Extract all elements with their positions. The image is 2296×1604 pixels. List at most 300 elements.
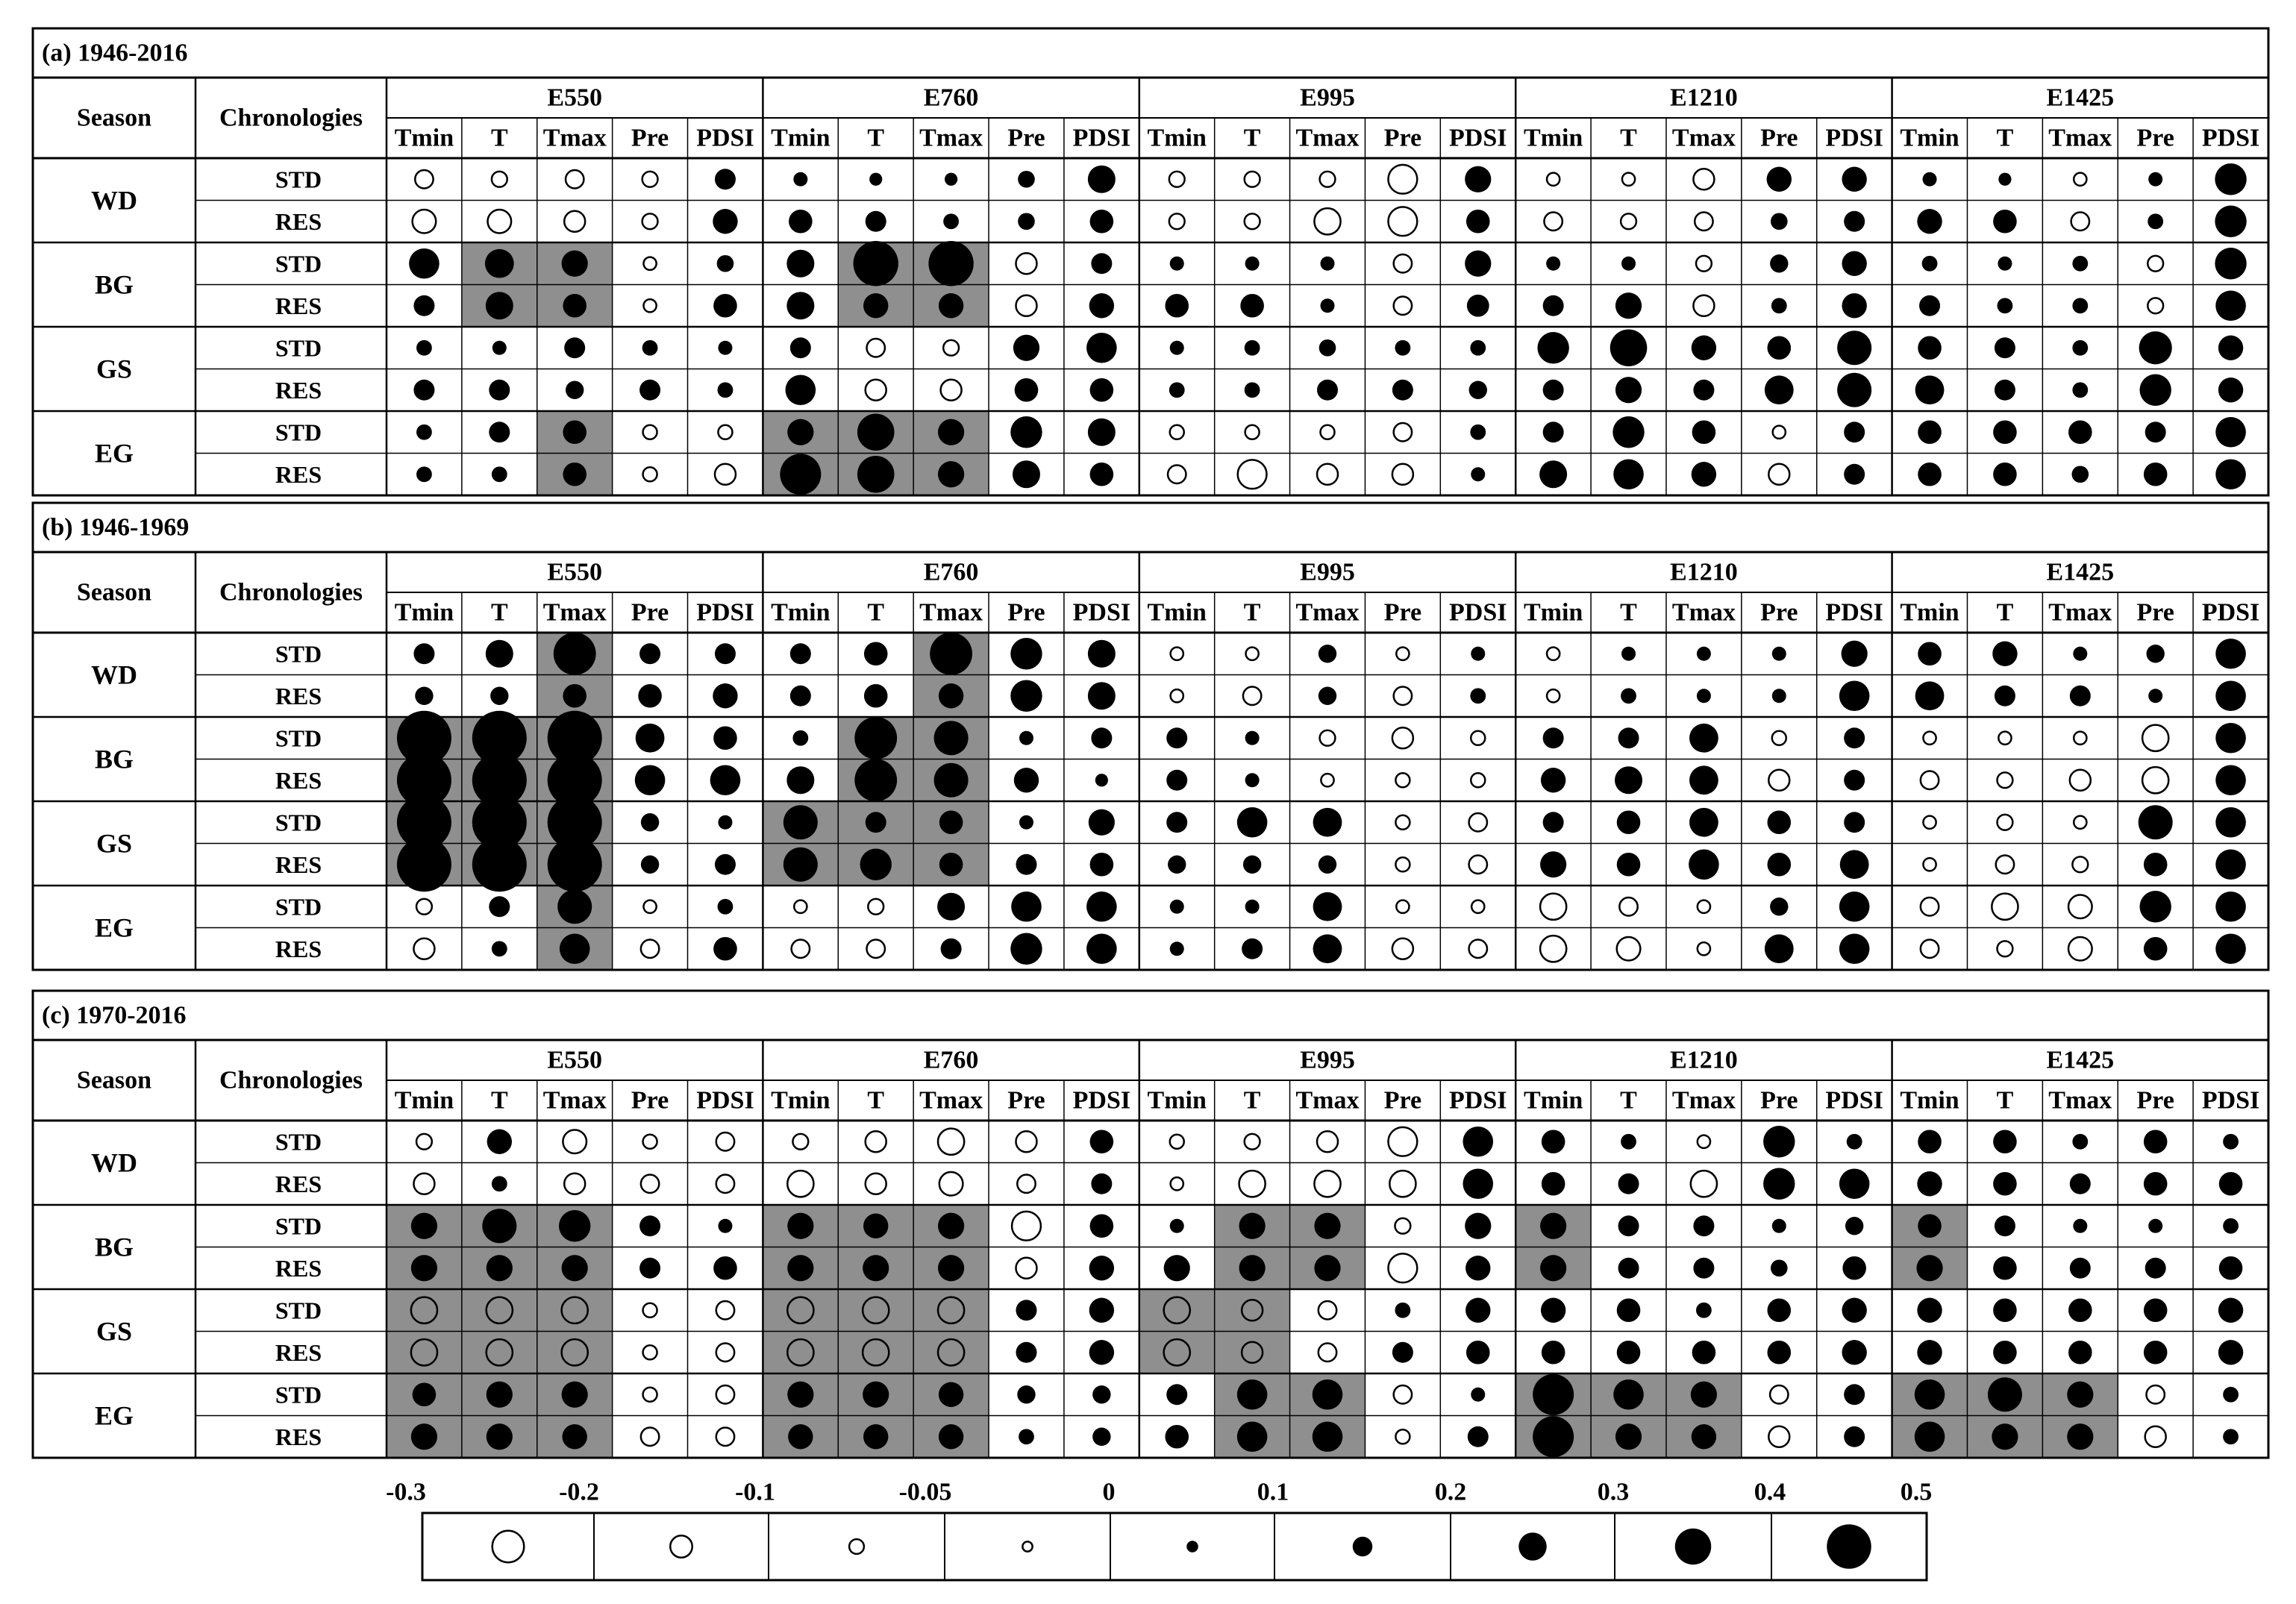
significance-shade: [462, 1332, 537, 1374]
negative-correlation-marker: [2071, 213, 2089, 231]
negative-correlation-marker: [2070, 770, 2091, 791]
positive-correlation-marker: [1844, 770, 1865, 791]
positive-correlation-marker: [563, 294, 586, 318]
positive-correlation-marker: [490, 687, 508, 705]
significance-shade: [838, 1289, 913, 1332]
chronology-label: RES: [275, 460, 322, 488]
positive-correlation-marker: [1546, 257, 1560, 271]
negative-correlation-marker: [1016, 253, 1036, 274]
positive-correlation-marker: [1771, 1259, 1788, 1276]
negative-correlation-marker: [1691, 1171, 1717, 1197]
panel-title: (b) 1946-1969: [42, 513, 190, 542]
negative-correlation-marker: [1017, 1175, 1035, 1193]
negative-correlation-marker: [1540, 936, 1566, 962]
positive-correlation-marker: [945, 173, 957, 186]
positive-correlation-marker: [1463, 1127, 1493, 1157]
positive-correlation-marker: [1615, 377, 1642, 403]
variable-label-tmin: Tmin: [1523, 124, 1583, 152]
positive-correlation-marker: [863, 1214, 888, 1238]
season-label: EG: [94, 912, 134, 943]
legend-positive-marker: [1518, 1532, 1547, 1561]
positive-correlation-marker: [563, 1424, 587, 1449]
positive-correlation-marker: [1993, 1298, 2017, 1322]
significance-shade: [913, 1289, 989, 1332]
negative-correlation-marker: [1394, 423, 1412, 441]
positive-correlation-marker: [1770, 254, 1788, 272]
variable-label-pdsi: PDSI: [1072, 598, 1131, 627]
site-label-e1210: E1210: [1670, 558, 1738, 586]
positive-correlation-marker: [1540, 1255, 1566, 1281]
positive-correlation-marker: [1689, 724, 1718, 753]
positive-correlation-marker: [1844, 812, 1865, 833]
positive-correlation-marker: [2215, 163, 2246, 195]
significance-shade: [1139, 1289, 1215, 1332]
chronologies-header: Chronologies: [219, 578, 363, 607]
positive-correlation-marker: [2072, 1134, 2088, 1150]
negative-correlation-marker: [1388, 1253, 1417, 1282]
negative-correlation-marker: [1622, 173, 1635, 186]
positive-correlation-marker: [1095, 774, 1108, 786]
panel-a: [33, 28, 2268, 495]
positive-correlation-marker: [1689, 849, 1719, 880]
variable-label-pre: Pre: [2136, 124, 2174, 152]
negative-correlation-marker: [2072, 856, 2088, 872]
legend-tick-label: 0.4: [1754, 1478, 1786, 1506]
positive-correlation-marker: [1091, 727, 1112, 748]
negative-correlation-marker: [1168, 466, 1186, 483]
season-label: BG: [94, 1232, 134, 1262]
positive-correlation-marker: [2072, 298, 2088, 313]
negative-correlation-marker: [1238, 460, 1267, 489]
positive-correlation-marker: [1917, 1171, 1942, 1196]
positive-correlation-marker: [2144, 463, 2168, 486]
positive-correlation-marker: [1313, 892, 1342, 921]
positive-correlation-marker: [1998, 173, 2011, 186]
positive-correlation-marker: [2072, 382, 2088, 398]
positive-correlation-marker: [1844, 1384, 1865, 1405]
positive-correlation-marker: [2219, 1256, 2243, 1280]
positive-correlation-marker: [1618, 1174, 1639, 1194]
site-label-e760: E760: [923, 558, 979, 586]
negative-correlation-marker: [792, 1134, 808, 1150]
negative-correlation-marker: [1396, 648, 1409, 660]
positive-correlation-marker: [1242, 939, 1263, 959]
positive-correlation-marker: [1010, 680, 1042, 712]
positive-correlation-marker: [416, 340, 432, 356]
positive-correlation-marker: [1245, 773, 1260, 787]
positive-correlation-marker: [2215, 933, 2246, 964]
positive-correlation-marker: [1542, 1130, 1565, 1153]
positive-correlation-marker: [939, 853, 963, 877]
site-label-e995: E995: [1300, 558, 1355, 586]
positive-correlation-marker: [786, 766, 814, 794]
positive-correlation-marker: [1842, 641, 1868, 667]
positive-correlation-marker: [780, 454, 821, 495]
variable-label-pre: Pre: [1007, 1086, 1045, 1115]
positive-correlation-marker: [1767, 167, 1792, 192]
variable-label-t: T: [1620, 124, 1637, 152]
positive-correlation-marker: [2223, 1218, 2239, 1234]
positive-correlation-marker: [2073, 647, 2087, 661]
positive-correlation-marker: [939, 810, 963, 834]
positive-correlation-marker: [1840, 850, 1869, 879]
positive-correlation-marker: [642, 340, 658, 356]
negative-correlation-marker: [1169, 213, 1185, 229]
negative-correlation-marker: [2148, 256, 2163, 272]
positive-correlation-marker: [1319, 645, 1336, 662]
positive-correlation-marker: [2144, 937, 2168, 961]
negative-correlation-marker: [1246, 648, 1259, 660]
positive-correlation-marker: [1540, 1213, 1566, 1239]
variable-label-tmin: Tmin: [1523, 1086, 1583, 1115]
positive-correlation-marker: [1090, 853, 1114, 877]
positive-correlation-marker: [1170, 942, 1184, 956]
variable-label-pre: Pre: [2136, 598, 2174, 627]
significance-shade: [1139, 1332, 1215, 1374]
positive-correlation-marker: [718, 899, 733, 915]
positive-correlation-marker: [863, 1255, 889, 1281]
positive-correlation-marker: [1839, 892, 1870, 922]
variable-label-t: T: [490, 598, 508, 627]
positive-correlation-marker: [786, 292, 814, 319]
positive-correlation-marker: [1995, 337, 2015, 358]
positive-correlation-marker: [1395, 340, 1410, 356]
positive-correlation-marker: [930, 633, 972, 675]
positive-correlation-marker: [1088, 166, 1116, 193]
positive-correlation-marker: [1395, 1303, 1410, 1318]
positive-correlation-marker: [1314, 1213, 1340, 1239]
positive-correlation-marker: [1465, 1213, 1491, 1239]
positive-correlation-marker: [1017, 1385, 1035, 1403]
positive-correlation-marker: [1092, 1428, 1110, 1446]
positive-correlation-marker: [1765, 375, 1794, 404]
positive-correlation-marker: [1243, 856, 1261, 874]
positive-correlation-marker: [717, 255, 734, 272]
positive-correlation-marker: [939, 1424, 963, 1449]
negative-correlation-marker: [1540, 894, 1566, 920]
negative-correlation-marker: [416, 1134, 432, 1150]
positive-correlation-marker: [2215, 417, 2246, 448]
positive-correlation-marker: [1014, 768, 1039, 792]
positive-correlation-marker: [1466, 1341, 1490, 1365]
positive-correlation-marker: [1086, 333, 1117, 363]
positive-correlation-marker: [864, 684, 888, 708]
positive-correlation-marker: [2218, 336, 2243, 360]
positive-correlation-marker: [1090, 1214, 1114, 1238]
positive-correlation-marker: [869, 173, 882, 186]
positive-correlation-marker: [1168, 856, 1186, 874]
positive-correlation-marker: [1086, 892, 1117, 922]
positive-correlation-marker: [1542, 1341, 1565, 1365]
positive-correlation-marker: [1319, 856, 1336, 874]
positive-correlation-marker: [1839, 933, 1870, 964]
negative-correlation-marker: [1389, 1171, 1416, 1197]
legend-tick-label: -0.1: [735, 1478, 775, 1506]
positive-correlation-marker: [1918, 463, 1942, 486]
positive-correlation-marker: [1466, 210, 1490, 234]
positive-correlation-marker: [1693, 1215, 1714, 1236]
positive-correlation-marker: [786, 375, 816, 405]
negative-correlation-marker: [1170, 425, 1184, 439]
legend-positive-marker: [1353, 1537, 1373, 1557]
positive-correlation-marker: [1016, 854, 1036, 875]
positive-correlation-marker: [639, 380, 660, 401]
negative-correlation-marker: [941, 380, 962, 401]
variable-label-pre: Pre: [2136, 1086, 2174, 1115]
positive-correlation-marker: [1918, 336, 1942, 360]
positive-correlation-marker: [863, 1382, 889, 1408]
negative-correlation-marker: [1768, 1426, 1789, 1447]
positive-correlation-marker: [715, 643, 736, 664]
significance-shade: [387, 1332, 462, 1374]
positive-correlation-marker: [1615, 766, 1642, 794]
positive-correlation-marker: [1692, 1341, 1716, 1365]
positive-correlation-marker: [2223, 1429, 2239, 1444]
negative-correlation-marker: [643, 257, 656, 270]
negative-correlation-marker: [716, 1428, 734, 1446]
negative-correlation-marker: [643, 1135, 657, 1149]
positive-correlation-marker: [2148, 172, 2162, 187]
positive-correlation-marker: [1993, 1256, 2017, 1280]
variable-label-pre: Pre: [1383, 1086, 1422, 1115]
negative-correlation-marker: [1321, 774, 1333, 786]
positive-correlation-marker: [2139, 375, 2171, 406]
chronology-label: RES: [275, 1254, 322, 1282]
negative-correlation-marker: [1243, 687, 1261, 705]
negative-correlation-marker: [2145, 1426, 2166, 1447]
variable-label-pre: Pre: [1007, 124, 1045, 152]
positive-correlation-marker: [718, 382, 733, 398]
variable-label-pre: Pre: [631, 1086, 669, 1115]
positive-correlation-marker: [1088, 682, 1116, 709]
panel-frame: [33, 503, 2268, 970]
legend-tick-label: 0: [1102, 1478, 1116, 1506]
positive-correlation-marker: [1697, 647, 1711, 661]
positive-correlation-marker: [1239, 1213, 1266, 1239]
positive-correlation-marker: [928, 241, 973, 286]
positive-correlation-marker: [1916, 1255, 1942, 1281]
positive-correlation-marker: [641, 856, 659, 874]
negative-correlation-marker: [1544, 213, 1562, 231]
negative-correlation-marker: [413, 939, 434, 959]
positive-correlation-marker: [1918, 642, 1942, 665]
positive-correlation-marker: [1842, 293, 1866, 318]
legend-negative-marker: [849, 1539, 864, 1554]
negative-correlation-marker: [1314, 208, 1340, 234]
variable-label-pdsi: PDSI: [1825, 598, 1883, 627]
positive-correlation-marker: [557, 889, 592, 924]
positive-correlation-marker: [2215, 892, 2246, 922]
negative-correlation-marker: [566, 170, 584, 188]
positive-correlation-marker: [864, 642, 888, 665]
positive-correlation-marker: [2215, 290, 2246, 321]
variable-label-pdsi: PDSI: [2201, 1086, 2260, 1115]
site-label-e550: E550: [547, 558, 603, 586]
site-label-e995: E995: [1300, 1046, 1355, 1074]
season-label: EG: [94, 1400, 134, 1431]
positive-correlation-marker: [1621, 257, 1636, 271]
variable-label-tmax: Tmax: [919, 124, 983, 152]
variable-label-pre: Pre: [1007, 598, 1045, 627]
negative-correlation-marker: [1547, 689, 1560, 702]
variable-label-tmin: Tmin: [1900, 1086, 1959, 1115]
chronologies-header: Chronologies: [219, 1066, 363, 1094]
positive-correlation-marker: [2072, 466, 2089, 483]
positive-correlation-marker: [492, 1176, 507, 1191]
variable-label-tmin: Tmin: [1147, 124, 1207, 152]
positive-correlation-marker: [1839, 680, 1870, 711]
positive-correlation-marker: [1533, 1416, 1574, 1457]
positive-correlation-marker: [1170, 257, 1184, 271]
variable-label-tmin: Tmin: [1147, 598, 1207, 627]
variable-label-tmin: Tmin: [1900, 124, 1959, 152]
positive-correlation-marker: [2215, 248, 2246, 279]
positive-correlation-marker: [2070, 1258, 2091, 1279]
variable-label-pre: Pre: [631, 598, 669, 627]
positive-correlation-marker: [1240, 294, 1264, 318]
positive-correlation-marker: [413, 1382, 437, 1406]
positive-correlation-marker: [409, 248, 440, 279]
chronology-label: RES: [275, 207, 322, 235]
positive-correlation-marker: [938, 461, 964, 487]
positive-correlation-marker: [783, 848, 818, 882]
negative-correlation-marker: [1998, 815, 2013, 830]
negative-correlation-marker: [1395, 1218, 1410, 1234]
positive-correlation-marker: [1915, 681, 1945, 710]
positive-correlation-marker: [1089, 1298, 1114, 1323]
positive-correlation-marker: [1923, 172, 1937, 187]
variable-label-pdsi: PDSI: [1449, 1086, 1507, 1115]
positive-correlation-marker: [1543, 727, 1564, 748]
positive-correlation-marker: [639, 1258, 660, 1279]
significance-shade: [1215, 1332, 1290, 1374]
positive-correlation-marker: [2215, 765, 2246, 795]
positive-correlation-marker: [1166, 1384, 1187, 1405]
negative-correlation-marker: [1469, 813, 1487, 831]
positive-correlation-marker: [1995, 686, 2015, 707]
positive-correlation-marker: [2139, 891, 2171, 922]
variable-label-pdsi: PDSI: [1825, 1086, 1883, 1115]
variable-label-pdsi: PDSI: [1825, 124, 1883, 152]
positive-correlation-marker: [2215, 807, 2246, 838]
negative-correlation-marker: [1245, 1134, 1260, 1150]
variable-label-pdsi: PDSI: [696, 124, 754, 152]
positive-correlation-marker: [1470, 340, 1486, 356]
positive-correlation-marker: [790, 686, 811, 707]
season-label: EG: [94, 438, 134, 469]
variable-label-pdsi: PDSI: [1449, 598, 1507, 627]
negative-correlation-marker: [866, 380, 886, 401]
positive-correlation-marker: [1771, 298, 1787, 313]
positive-correlation-marker: [635, 765, 666, 795]
positive-correlation-marker: [1088, 640, 1116, 668]
positive-correlation-marker: [715, 854, 736, 875]
positive-correlation-marker: [2067, 1382, 2093, 1408]
positive-correlation-marker: [1470, 688, 1486, 704]
negative-correlation-marker: [2142, 725, 2168, 751]
legend-tick-label: 0.1: [1257, 1478, 1289, 1506]
positive-correlation-marker: [2215, 849, 2246, 880]
negative-correlation-marker: [1923, 816, 1936, 829]
negative-correlation-marker: [1619, 897, 1637, 915]
positive-correlation-marker: [1617, 810, 1641, 834]
negative-correlation-marker: [2148, 298, 2163, 313]
variable-label-t: T: [1243, 598, 1261, 627]
negative-correlation-marker: [2068, 895, 2092, 918]
positive-correlation-marker: [1767, 810, 1791, 834]
positive-correlation-marker: [1090, 463, 1114, 486]
variable-label-t: T: [1996, 124, 2014, 152]
chronologies-header: Chronologies: [219, 104, 363, 132]
positive-correlation-marker: [1321, 298, 1335, 313]
positive-correlation-marker: [854, 759, 897, 801]
positive-correlation-marker: [1767, 1298, 1791, 1322]
positive-correlation-marker: [559, 1210, 590, 1241]
negative-correlation-marker: [1171, 648, 1183, 660]
positive-correlation-marker: [1918, 1214, 1942, 1238]
legend-tick-label: 0.2: [1434, 1478, 1467, 1506]
positive-correlation-marker: [1692, 336, 1716, 360]
negative-correlation-marker: [1471, 900, 1484, 913]
variable-label-t: T: [1996, 598, 2014, 627]
positive-correlation-marker: [713, 294, 737, 318]
positive-correlation-marker: [2144, 1130, 2168, 1153]
positive-correlation-marker: [1613, 1379, 1644, 1410]
chronology-label: STD: [275, 893, 322, 921]
positive-correlation-marker: [1617, 853, 1641, 877]
positive-correlation-marker: [411, 1213, 437, 1239]
significance-shade: [387, 1289, 462, 1332]
positive-correlation-marker: [1013, 460, 1040, 488]
positive-correlation-marker: [1763, 1126, 1795, 1157]
negative-correlation-marker: [1239, 1171, 1266, 1197]
chronology-label: STD: [275, 250, 322, 278]
negative-correlation-marker: [642, 213, 658, 229]
variable-label-pre: Pre: [1760, 1086, 1798, 1115]
positive-correlation-marker: [2073, 1219, 2087, 1233]
positive-correlation-marker: [2144, 1341, 2168, 1365]
negative-correlation-marker: [1998, 941, 2013, 956]
panel-b: [33, 503, 2268, 970]
negative-correlation-marker: [1469, 856, 1487, 874]
positive-correlation-marker: [1613, 459, 1644, 489]
positive-correlation-marker: [487, 1382, 513, 1408]
negative-correlation-marker: [641, 940, 659, 958]
variable-label-tmin: Tmin: [1900, 598, 1959, 627]
positive-correlation-marker: [1992, 1423, 2018, 1450]
positive-correlation-marker: [1618, 1215, 1639, 1236]
negative-correlation-marker: [794, 900, 807, 913]
positive-correlation-marker: [1993, 1130, 2017, 1153]
positive-correlation-marker: [939, 683, 963, 708]
positive-correlation-marker: [1847, 1134, 1862, 1150]
positive-correlation-marker: [1245, 340, 1260, 356]
variable-label-tmax: Tmax: [2048, 598, 2112, 627]
positive-correlation-marker: [2144, 1298, 2168, 1322]
negative-correlation-marker: [1392, 727, 1413, 748]
positive-correlation-marker: [939, 293, 963, 318]
positive-correlation-marker: [1015, 378, 1039, 402]
positive-correlation-marker: [2139, 805, 2173, 839]
positive-correlation-marker: [941, 939, 962, 959]
positive-correlation-marker: [415, 687, 433, 705]
chronology-label: RES: [275, 292, 322, 319]
negative-correlation-marker: [1392, 939, 1413, 959]
positive-correlation-marker: [786, 250, 814, 278]
positive-correlation-marker: [411, 1423, 437, 1450]
positive-correlation-marker: [1618, 727, 1639, 748]
positive-correlation-marker: [1917, 1340, 1942, 1365]
